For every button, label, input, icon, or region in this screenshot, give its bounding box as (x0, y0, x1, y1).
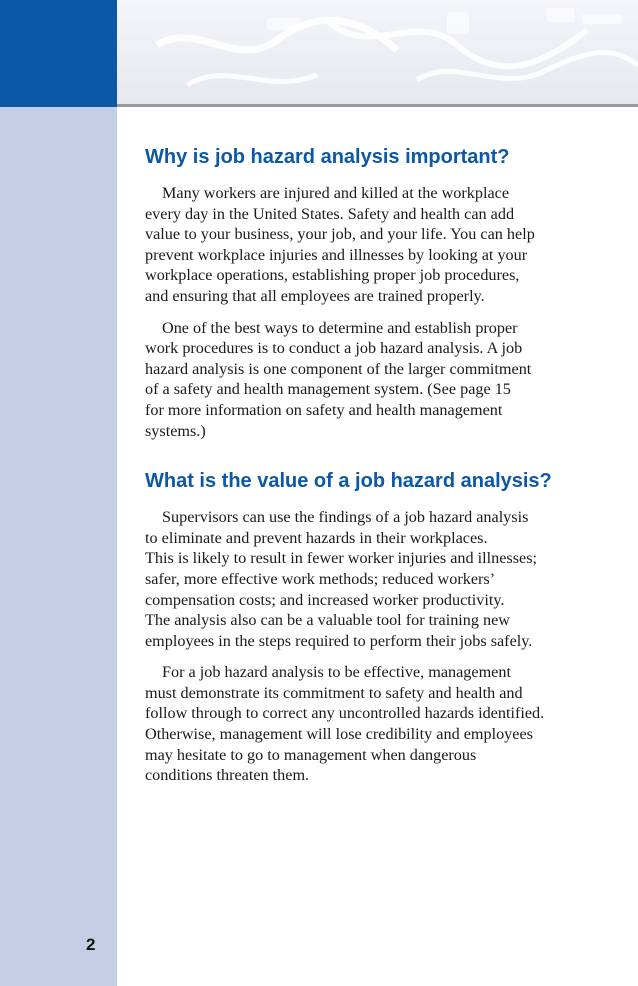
banner-divider-line (117, 104, 638, 107)
page-content (145, 140, 583, 786)
body-paragraph: One of the best ways to determine and establish proper work procedures is to conduct a job hazard analysis. A job hazard analysis is one component of the larger commitment of a safety and health management system. (See page 15 for more information on safety and health management systems.) (145, 318, 532, 440)
left-margin-band (0, 0, 117, 986)
section-heading-value: What is the value of a job hazard analysis? (145, 470, 552, 493)
body-paragraph: For a job hazard analysis to be effective, management must demonstrate its commitment to safety and health and follow through to correct any uncontrolled hazards identified. Otherwise, management will lose credibility and employees may hesitate to go to management when dangerous conditions threaten them. (145, 663, 545, 785)
header-banner (117, 0, 638, 105)
body-paragraph: Supervisors can use the findings of a job hazard analysis to eliminate and prevent hazards in their workplaces. This is likely to result in fewer worker injuries and illnesses; safer, more effective work methods; reduced workers’ compensation costs; and increased worker productivity. The analysis also can be a valuable tool for training new employees in the steps required to perform their jobs safely. (145, 508, 538, 650)
body-paragraph: Many workers are injured and killed at the workplace every day in the United States. Safety and health can add value to your business, your job, and your life. You can help prevent workplace injuries and illnesses by looking at your workplace operations, establishing proper job procedures, and ensuring that all employees are trained properly. (145, 184, 535, 305)
section-heading-importance: Why is job hazard analysis important? (145, 146, 510, 168)
faded-banner-artwork (117, 0, 638, 105)
page-number: 2 (86, 935, 96, 954)
corner-color-block (0, 0, 117, 107)
